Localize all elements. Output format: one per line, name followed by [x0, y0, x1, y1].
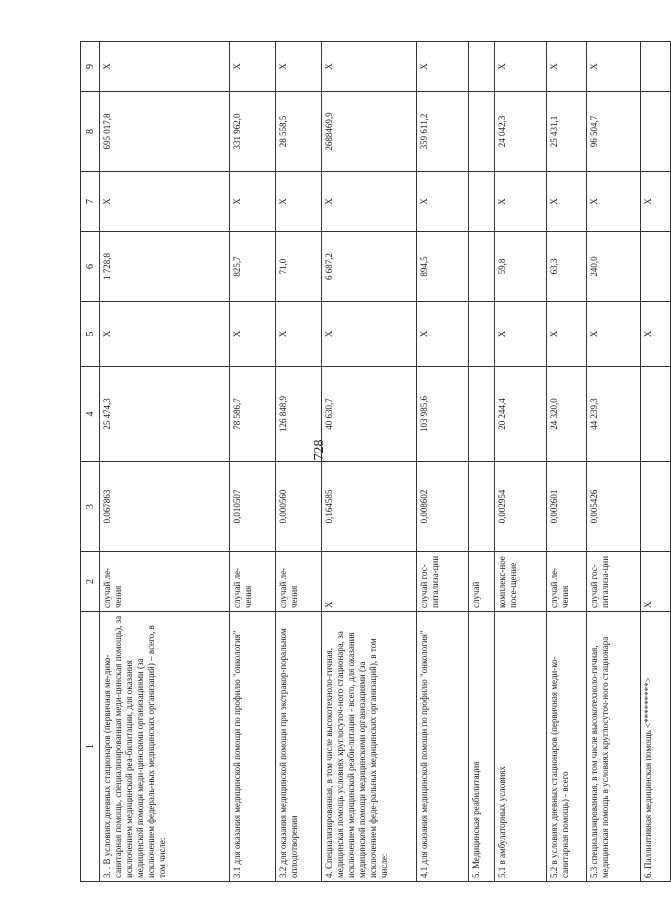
column-number-2: 2 [81, 552, 100, 612]
value-cell-col-8: 28 558,5 [276, 92, 322, 172]
column-number-5: 5 [81, 302, 100, 367]
table-row [641, 42, 671, 882]
value-cell-col-3 [469, 462, 495, 552]
table-row [230, 42, 276, 882]
value-cell-col-8: 359 611,2 [417, 92, 469, 172]
value-cell-col-8: 24 042,3 [495, 92, 547, 172]
value-cell-col-5: X [495, 302, 547, 367]
value-cell-col-2: комплекс-ное посе-щение [495, 552, 547, 612]
value-cell-col-2: случай ле-чения [547, 552, 587, 612]
table-row [587, 42, 641, 882]
row-label-cell: 3.2 для оказания медицинской помощи при экстракор-поральном оплодотворении [276, 612, 322, 882]
value-cell-col-6: 240,0 [587, 232, 641, 302]
value-cell-col-8: 331 962,0 [230, 92, 276, 172]
row-label-cell: 6. Паллиативная медицинская помощь <*********> [641, 612, 671, 882]
value-cell-col-8 [469, 92, 495, 172]
value-cell-col-2: случай ле-чения [276, 552, 322, 612]
value-cell-col-8: 2688469,9 [322, 92, 417, 172]
value-cell-col-8: 96 504,7 [587, 92, 641, 172]
value-cell-col-3: 0,002601 [547, 462, 587, 552]
value-cell-col-5: X [322, 302, 417, 367]
value-cell-col-4 [469, 367, 495, 462]
value-cell-col-4: 24 320,0 [547, 367, 587, 462]
value-cell-col-9: X [587, 42, 641, 92]
row-label-cell: 4. Специализированная, в том числе высокотехноло-гичная, медицинская помощь условиях круглосуточ-ного стационара, за исключением медицинской реаби-литации - всего, для оказания медицинской помощи медицинскими организациями (за исключением феде-ральных медицинских организаций), в том числе: [322, 612, 417, 882]
table-row [322, 42, 417, 882]
column-number-1: 1 [81, 612, 100, 882]
column-number-row [81, 42, 100, 882]
value-cell-col-3: 0,010507 [230, 462, 276, 552]
value-cell-col-4: 126 848,9 [276, 367, 322, 462]
value-cell-col-2: случай ле-чения [230, 552, 276, 612]
value-cell-col-9: X [230, 42, 276, 92]
value-cell-col-2: X [641, 552, 671, 612]
value-cell-col-2: случай [469, 552, 495, 612]
table-row [547, 42, 587, 882]
column-number-9: 9 [81, 42, 100, 92]
row-label-cell: 5.2 в условиях дневных стационаров (первичная меди-ко-санитарная помощь) - всего [547, 612, 587, 882]
value-cell-col-7: X [322, 172, 417, 232]
table-row [100, 42, 230, 882]
column-number-7: 7 [81, 172, 100, 232]
rotated-table-container [80, 42, 653, 882]
value-cell-col-9 [641, 42, 671, 92]
value-cell-col-2: случай гос-питализа-ции [587, 552, 641, 612]
value-cell-col-7: X [641, 172, 671, 232]
value-cell-col-7: X [495, 172, 547, 232]
row-label-cell: 4.1 для оказания медицинской помощи по профилю "онкология" [417, 612, 469, 882]
value-cell-col-6: 6 687,2 [322, 232, 417, 302]
value-cell-col-3: 0,067863 [100, 462, 230, 552]
value-cell-col-6: 71,0 [276, 232, 322, 302]
row-label-cell: 5.3 специализированная, в том числе высокотехноло-гичная, медицинская помощь в условиях круглосуточ-ного стационара [587, 612, 641, 882]
value-cell-col-5: X [587, 302, 641, 367]
value-cell-col-7: X [587, 172, 641, 232]
value-cell-col-7: X [547, 172, 587, 232]
table-row [495, 42, 547, 882]
value-cell-col-6: 894,5 [417, 232, 469, 302]
value-cell-col-5: X [230, 302, 276, 367]
value-cell-col-6 [641, 232, 671, 302]
value-cell-col-4: 25 474,3 [100, 367, 230, 462]
table-row [276, 42, 322, 882]
value-cell-col-9: X [322, 42, 417, 92]
row-label-cell: 5. Медицинская реабилитация [469, 612, 495, 882]
row-label-cell: 3. . В условиях дневных стационаров (первичная ме-дико-санитарная помощь, специализированная меди-цинская помощь), за исключением медицинской реа-билитации, для оказания медицинской помощи меди-цинскими организациями (за исключением федераль-ных медицинских организаций) – всего, в том числе: [100, 612, 230, 882]
value-cell-col-4: 20 244,4 [495, 367, 547, 462]
value-cell-col-6: 59,8 [495, 232, 547, 302]
value-cell-col-4: 40 630,7 [322, 367, 417, 462]
value-cell-col-3: 0,000560 [276, 462, 322, 552]
value-cell-col-5: X [417, 302, 469, 367]
column-number-8: 8 [81, 92, 100, 172]
value-cell-col-4 [641, 367, 671, 462]
value-cell-col-7: X [276, 172, 322, 232]
value-cell-col-9: X [417, 42, 469, 92]
row-label-cell: 3.1 для оказания медицинской помощи по профилю "онкология" [230, 612, 276, 882]
column-number-6: 6 [81, 232, 100, 302]
value-cell-col-3: 0,008602 [417, 462, 469, 552]
value-cell-col-7: X [417, 172, 469, 232]
value-cell-col-9: X [276, 42, 322, 92]
data-table [80, 41, 671, 882]
value-cell-col-8 [641, 92, 671, 172]
value-cell-col-5: X [547, 302, 587, 367]
value-cell-col-5: X [100, 302, 230, 367]
row-label-cell: 5.1 в амбулаторных условиях [495, 612, 547, 882]
value-cell-col-9: X [495, 42, 547, 92]
value-cell-col-6 [469, 232, 495, 302]
value-cell-col-9: X [547, 42, 587, 92]
value-cell-col-7 [469, 172, 495, 232]
column-number-4: 4 [81, 367, 100, 462]
table-row [417, 42, 469, 882]
page-number: 728 [312, 439, 327, 461]
value-cell-col-4: 78 586,7 [230, 367, 276, 462]
table-row [469, 42, 495, 882]
value-cell-col-6: 1 728,8 [100, 232, 230, 302]
value-cell-col-5: X [276, 302, 322, 367]
value-cell-col-3: 0,002954 [495, 462, 547, 552]
value-cell-col-7: X [100, 172, 230, 232]
value-cell-col-6: 825,7 [230, 232, 276, 302]
value-cell-col-3: 0,005426 [587, 462, 641, 552]
value-cell-col-4: 44 239,3 [587, 367, 641, 462]
value-cell-col-9: X [100, 42, 230, 92]
value-cell-col-9 [469, 42, 495, 92]
value-cell-col-4: 103 985,6 [417, 367, 469, 462]
value-cell-col-7: X [230, 172, 276, 232]
value-cell-col-3: 0,164585 [322, 462, 417, 552]
value-cell-col-8: 695 017,8 [100, 92, 230, 172]
column-number-3: 3 [81, 462, 100, 552]
value-cell-col-5: X [641, 302, 671, 367]
value-cell-col-8: 25 431,1 [547, 92, 587, 172]
value-cell-col-5 [469, 302, 495, 367]
value-cell-col-6: 63,3 [547, 232, 587, 302]
value-cell-col-3 [641, 462, 671, 552]
value-cell-col-2: X [322, 552, 417, 612]
value-cell-col-2: случай ле-чения [100, 552, 230, 612]
value-cell-col-2: случай гос-питализа-ции [417, 552, 469, 612]
